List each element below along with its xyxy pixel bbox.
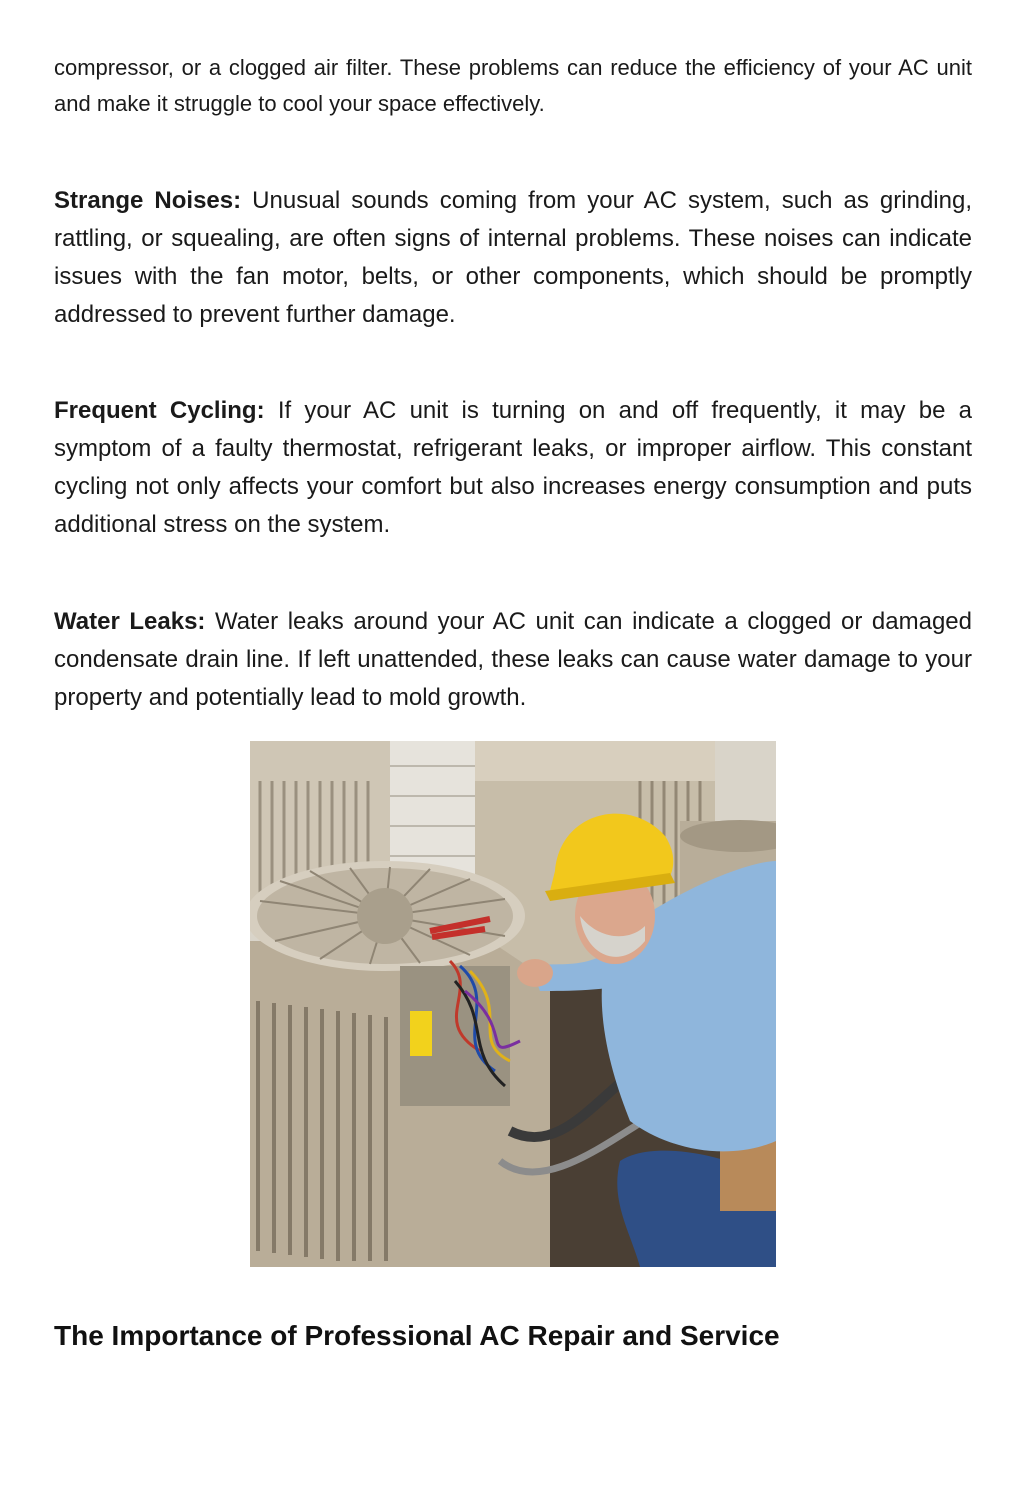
term-frequent-cycling: Frequent Cycling:: [54, 397, 265, 424]
term-strange-noises: Strange Noises:: [54, 187, 242, 214]
term-water-leaks: Water Leaks:: [54, 608, 206, 635]
technician-photo-illustration: [250, 741, 776, 1267]
text-water-leaks: Water leaks around your AC unit can indicate a clogged or damaged condensate drain line. If left unattended, these leaks can cause water damage to your property and potentially lead to mold growth.: [54, 608, 972, 711]
text-frequent-cycling: If your AC unit is turning on and off frequently, it may be a symptom of a faulty thermostat, refrigerant leaks, or improper airflow. This constant cycling not only affects your comfort but also increases energy consumption and puts additional stress on the system.: [54, 397, 972, 538]
paragraph-frequent-cycling: [54, 392, 972, 544]
paragraph-water-leaks: [54, 603, 972, 717]
text-strange-noises: Unusual sounds coming from your AC system, such as grinding, rattling, or squealing, are often signs of internal problems. These noises can indicate issues with the fan motor, belts, or other components, which should be promptly addressed to prevent further damage.: [54, 187, 972, 328]
paragraph-strange-noises: [54, 182, 972, 334]
technician-repairing-ac-photo: [250, 741, 776, 1267]
section-heading: The Importance of Professional AC Repair and Service: [54, 1320, 780, 1351]
intro-paragraph: compressor, or a clogged air filter. These problems can reduce the efficiency of your AC unit and make it struggle to cool your space effectively.: [54, 55, 972, 116]
